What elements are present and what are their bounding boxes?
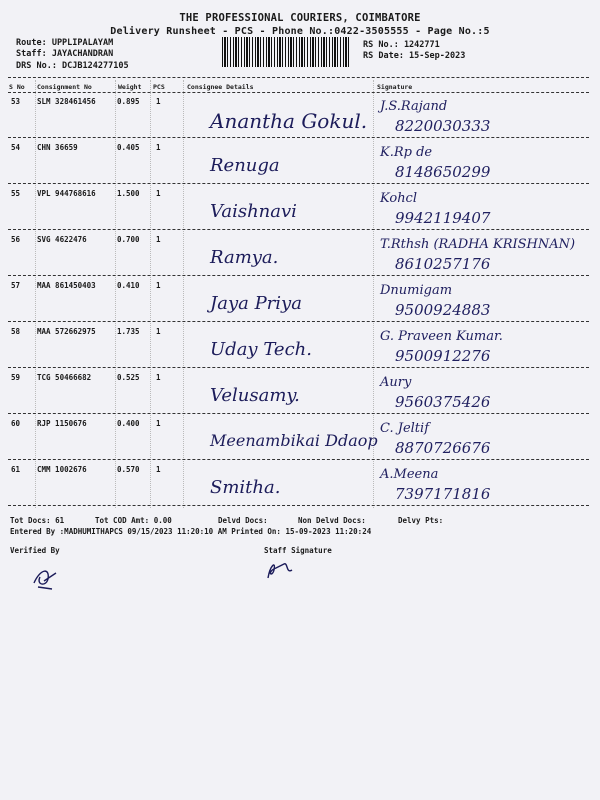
row-sno: 60 bbox=[11, 419, 21, 428]
row-weight: 0.525 bbox=[117, 373, 140, 382]
staff-signature-mark bbox=[262, 556, 296, 582]
col-weight: Weight bbox=[118, 83, 142, 91]
row-pcs: 1 bbox=[156, 281, 161, 290]
row-phone-handwritten: 8220030333 bbox=[395, 117, 491, 135]
row-phone-handwritten: 8610257176 bbox=[395, 255, 491, 273]
row-consignee-handwritten: Jaya Priya bbox=[210, 293, 302, 314]
row-weight: 0.410 bbox=[117, 281, 140, 290]
rs-number: RS No.: 1242771 bbox=[363, 40, 440, 50]
tot-docs: Tot Docs: 61 bbox=[10, 516, 65, 525]
row-consignee-handwritten: Vaishnavi bbox=[210, 201, 297, 222]
rs-date: RS Date: 15-Sep-2023 bbox=[363, 51, 466, 61]
row-sno: 53 bbox=[11, 97, 21, 106]
delvd-docs: Delvd Docs: bbox=[218, 516, 268, 525]
route-label: Route: UPPLIPALAYAM bbox=[16, 38, 114, 48]
tot-cod-amt: Tot COD Amt: 0.00 bbox=[95, 516, 172, 525]
row-signature-handwritten: Dnumigam bbox=[380, 283, 453, 298]
col-divider bbox=[150, 80, 151, 508]
row-signature-handwritten: G. Praveen Kumar. bbox=[380, 329, 503, 344]
row-pcs: 1 bbox=[156, 189, 161, 198]
row-sno: 59 bbox=[11, 373, 21, 382]
row-weight: 0.400 bbox=[117, 419, 140, 428]
col-signature: Signature bbox=[377, 83, 413, 91]
row-consignee-handwritten: Meenambikai Ddaop bbox=[210, 431, 378, 450]
row-sno: 58 bbox=[11, 327, 21, 336]
row-phone-handwritten: 8148650299 bbox=[395, 163, 491, 181]
row-consignee-handwritten: Smitha. bbox=[210, 477, 281, 498]
row-divider bbox=[8, 275, 589, 276]
row-signature-handwritten: T.Rthsh (RADHA KRISHNAN) bbox=[380, 237, 576, 252]
row-consignment-no: CHN 36659 bbox=[37, 143, 78, 152]
row-consignee-handwritten: Ramya. bbox=[210, 247, 279, 268]
row-phone-handwritten: 9560375426 bbox=[395, 393, 491, 411]
verified-by-label: Verified By bbox=[10, 546, 60, 555]
header-rule bbox=[8, 77, 589, 78]
row-consignment-no: SLM 328461456 bbox=[37, 97, 96, 106]
row-phone-handwritten: 9500924883 bbox=[395, 301, 491, 319]
row-pcs: 1 bbox=[156, 327, 161, 336]
row-sno: 55 bbox=[11, 189, 21, 198]
col-consignee: Consignee Details bbox=[187, 83, 254, 91]
col-pcs: PCS bbox=[153, 83, 165, 91]
staff-label: Staff: JAYACHANDRAN bbox=[16, 49, 114, 59]
row-consignee-handwritten: Anantha Gokul. bbox=[210, 109, 368, 133]
row-consignment-no: CMM 1002676 bbox=[37, 465, 87, 474]
row-divider bbox=[8, 183, 589, 184]
row-weight: 1.500 bbox=[117, 189, 140, 198]
drs-number: DRS No.: DCJB124277105 bbox=[16, 61, 129, 71]
row-signature-handwritten: Aury bbox=[380, 375, 412, 390]
row-consignee-handwritten: Uday Tech. bbox=[210, 339, 312, 360]
verifier-signature-mark bbox=[30, 565, 62, 591]
row-consignee-handwritten: Renuga bbox=[210, 155, 280, 176]
row-consignment-no: TCG 50466682 bbox=[37, 373, 92, 382]
row-weight: 0.895 bbox=[117, 97, 140, 106]
row-pcs: 1 bbox=[156, 143, 161, 152]
row-consignee-handwritten: Velusamy. bbox=[210, 385, 300, 406]
non-delvd-docs: Non Delvd Docs: bbox=[298, 516, 366, 525]
row-divider bbox=[8, 367, 589, 368]
row-divider bbox=[8, 505, 589, 506]
row-weight: 0.570 bbox=[117, 465, 140, 474]
barcode-image bbox=[222, 37, 350, 67]
row-sno: 54 bbox=[11, 143, 21, 152]
row-weight: 0.405 bbox=[117, 143, 140, 152]
row-pcs: 1 bbox=[156, 235, 161, 244]
col-consignment: Consignment No bbox=[37, 83, 92, 91]
row-consignment-no: SVG 4622476 bbox=[37, 235, 87, 244]
row-phone-handwritten: 7397171816 bbox=[395, 485, 491, 503]
row-signature-handwritten: Kohcl bbox=[380, 191, 418, 206]
row-weight: 0.700 bbox=[117, 235, 140, 244]
col-divider bbox=[35, 80, 36, 508]
row-signature-handwritten: C. Jeltif bbox=[380, 421, 430, 436]
row-consignment-no: MAA 572662975 bbox=[37, 327, 96, 336]
row-pcs: 1 bbox=[156, 97, 161, 106]
row-sno: 61 bbox=[11, 465, 21, 474]
row-divider bbox=[8, 137, 589, 138]
row-signature-handwritten: A.Meena bbox=[380, 467, 439, 482]
row-phone-handwritten: 9500912276 bbox=[395, 347, 491, 365]
row-pcs: 1 bbox=[156, 465, 161, 474]
column-header-rule bbox=[8, 92, 589, 93]
row-consignment-no: VPL 944768616 bbox=[37, 189, 96, 198]
row-divider bbox=[8, 321, 589, 322]
runsheet-subtitle: Delivery Runsheet - PCS - Phone No.:0422-3505555 - Page No.:5 bbox=[110, 26, 490, 37]
row-consignment-no: RJP 1150676 bbox=[37, 419, 87, 428]
row-divider bbox=[8, 229, 589, 230]
row-signature-handwritten: J.S.Rajand bbox=[380, 99, 448, 114]
col-divider bbox=[115, 80, 116, 508]
row-sno: 57 bbox=[11, 281, 21, 290]
staff-signature-label: Staff Signature bbox=[264, 546, 332, 555]
entered-by: Entered By :MADHUMITHAPCS 09/15/2023 11:20:10 AM Printed On: 15-09-2023 11:20:24 bbox=[10, 527, 372, 536]
row-consignment-no: MAA 861450403 bbox=[37, 281, 96, 290]
row-weight: 1.735 bbox=[117, 327, 140, 336]
row-sno: 56 bbox=[11, 235, 21, 244]
delvy-pts: Delvy Pts: bbox=[398, 516, 444, 525]
row-phone-handwritten: 9942119407 bbox=[395, 209, 491, 227]
row-pcs: 1 bbox=[156, 373, 161, 382]
col-sno: S No bbox=[9, 83, 25, 91]
col-divider bbox=[183, 80, 184, 508]
row-phone-handwritten: 8870726676 bbox=[395, 439, 491, 457]
row-signature-handwritten: K.Rp de bbox=[380, 145, 433, 160]
company-title: THE PROFESSIONAL COURIERS, COIMBATORE bbox=[179, 12, 421, 24]
row-divider bbox=[8, 413, 589, 414]
row-pcs: 1 bbox=[156, 419, 161, 428]
row-divider bbox=[8, 459, 589, 460]
